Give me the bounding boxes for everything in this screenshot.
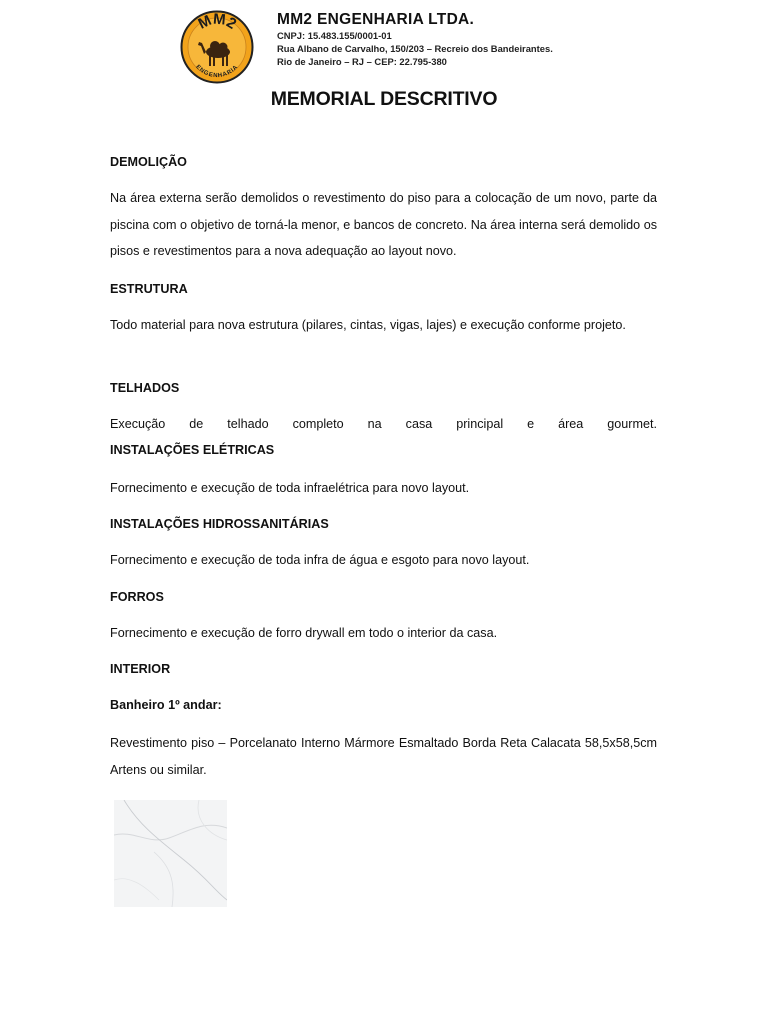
heading-instalacoes-eletricas: INSTALAÇÕES ELÉTRICAS xyxy=(110,443,275,457)
heading-telhados: TELHADOS xyxy=(110,381,180,395)
letterhead xyxy=(177,8,573,85)
paragraph-instalacoes-eletricas: Fornecimento e execução de toda infraelétrica para novo layout. xyxy=(110,481,470,495)
company-info xyxy=(277,10,553,68)
paragraph-interior: Revestimento piso – Porcelanato Interno Mármore Esmaltado Borda Reta Calacata 58,5x58,5cm Artens ou similar. xyxy=(110,736,657,777)
heading-forros: FORROS xyxy=(110,590,164,604)
heading-demolicao: DEMOLIÇÃO xyxy=(110,155,187,169)
heading-estrutura: ESTRUTURA xyxy=(110,282,188,296)
paragraph-telhados: Execução de telhado completo na casa principal e área gourmet. xyxy=(110,417,657,431)
marble-tile-image xyxy=(114,800,227,907)
paragraph-estrutura: Todo material para nova estrutura (pilares, cintas, vigas, lajes) e execução conforme projeto. xyxy=(110,318,626,332)
svg-text:ENGENHARIA: ENGENHARIA xyxy=(194,64,240,80)
document-title: MEMORIAL DESCRITIVO xyxy=(270,88,498,110)
paragraph-forros: Fornecimento e execução de forro drywall em todo o interior da casa. xyxy=(110,626,498,640)
company-name: MM2 ENGENHARIA LTDA. xyxy=(277,11,475,28)
heading-interior: INTERIOR xyxy=(110,662,171,676)
camel-logo-icon xyxy=(180,10,254,84)
company-logo xyxy=(180,10,254,84)
heading-instalacoes-hidrossanitarias: INSTALAÇÕES HIDROSSANITÁRIAS xyxy=(110,517,329,531)
paragraph-instalacoes-hidrossanitarias: Fornecimento e execução de toda infra de água e esgoto para novo layout. xyxy=(110,553,530,567)
company-address: Rua Albano de Carvalho, 150/203 – Recreio dos Bandeirantes. xyxy=(277,43,553,54)
company-city: Rio de Janeiro – RJ – CEP: 22.795-380 xyxy=(277,56,447,67)
paragraph-demolicao: Na área externa serão demolidos o revestimento do piso para a colocação de um novo, parte da piscina com o objetivo de torná-la menor, e bancos de concreto. Na área interna será demolido os pisos e revestimentos para a nova adequação ao layout novo. xyxy=(110,191,657,258)
company-cnpj: CNPJ: 15.483.155/0001-01 xyxy=(277,30,392,41)
subheading-banheiro: Banheiro 1º andar: xyxy=(110,698,222,712)
svg-text:MM2: MM2 xyxy=(195,10,240,33)
